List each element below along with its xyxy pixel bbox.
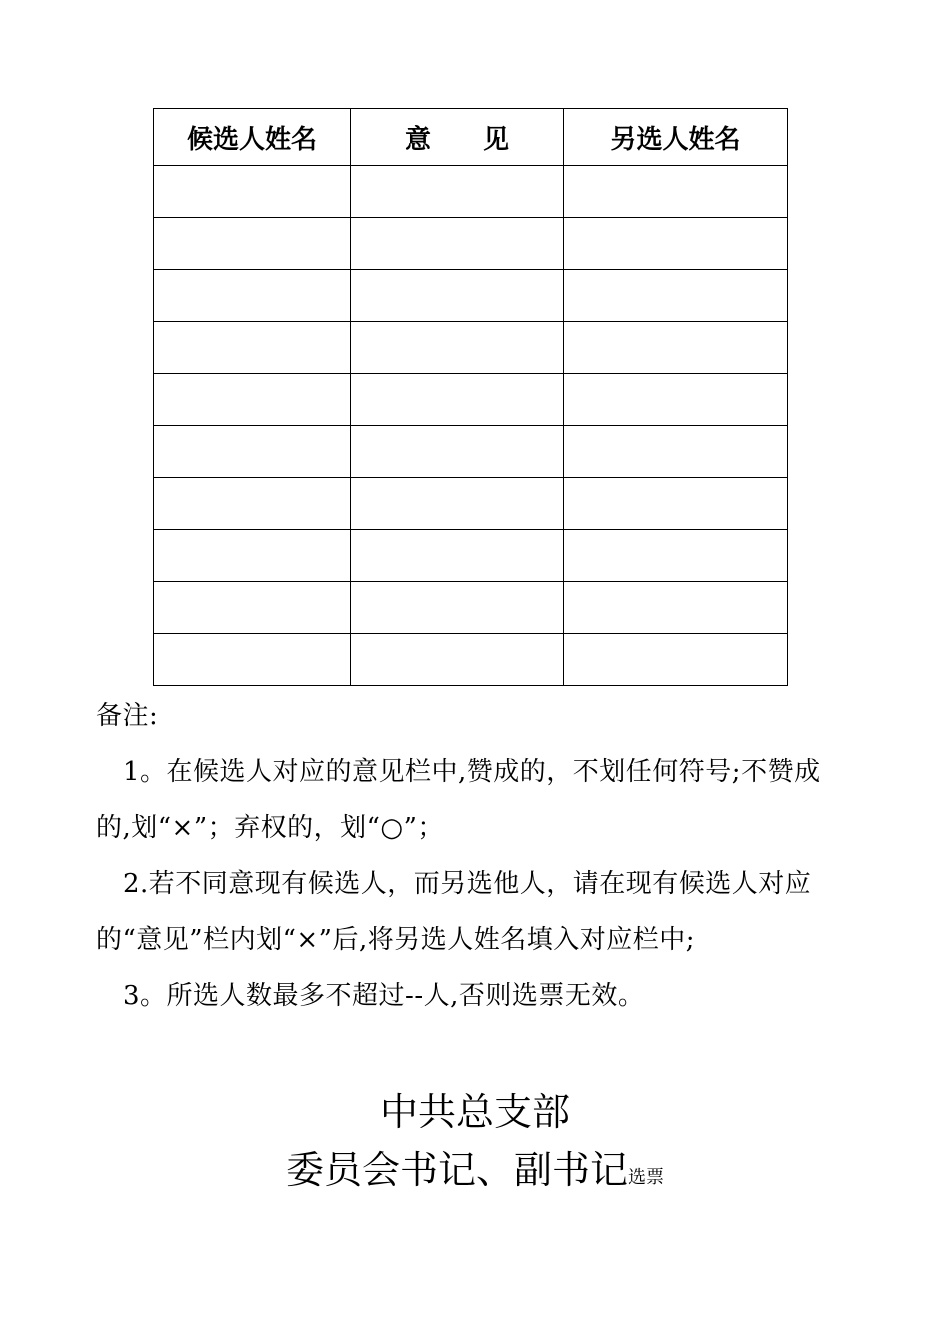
table-row — [154, 478, 788, 530]
cell-candidate-name[interactable] — [154, 582, 351, 634]
table-row — [154, 634, 788, 686]
title-org: 中共总支部 — [379, 1090, 570, 1134]
cell-alternate-name[interactable] — [564, 582, 788, 634]
header-alternate-name: 另选人姓名 — [564, 109, 788, 166]
cell-alternate-name[interactable] — [564, 322, 788, 374]
header-candidate-name: 候选人姓名 — [154, 109, 351, 166]
cell-alternate-name[interactable] — [564, 634, 788, 686]
ballot-title-line1 — [0, 1084, 950, 1140]
table-row — [154, 530, 788, 582]
cell-candidate-name[interactable] — [154, 166, 351, 218]
ballot-title-line2 — [0, 1142, 950, 1206]
header-opinion: 意 见 — [351, 109, 564, 166]
table-header-row — [154, 109, 788, 166]
cell-opinion[interactable] — [351, 478, 564, 530]
table-row — [154, 218, 788, 270]
cell-opinion[interactable] — [351, 634, 564, 686]
cell-candidate-name[interactable] — [154, 634, 351, 686]
cell-opinion[interactable] — [351, 426, 564, 478]
cell-opinion[interactable] — [351, 582, 564, 634]
cell-candidate-name[interactable] — [154, 530, 351, 582]
title-positions: 委员会书记、副书记 — [285, 1148, 628, 1192]
cell-alternate-name[interactable] — [564, 270, 788, 322]
cell-opinion[interactable] — [351, 374, 564, 426]
notes-heading: 备注: — [96, 701, 159, 731]
note-item-1: 1。在候选人对应的意见栏中,赞成的，不划任何符号;不赞成的,划“×”；弃权的，划“○”； — [96, 757, 821, 843]
ballot-table — [153, 108, 788, 686]
cell-candidate-name[interactable] — [154, 374, 351, 426]
table-row — [154, 166, 788, 218]
cell-alternate-name[interactable] — [564, 166, 788, 218]
table-body — [154, 166, 788, 686]
cell-opinion[interactable] — [351, 218, 564, 270]
notes-section — [96, 688, 852, 1024]
cell-candidate-name[interactable] — [154, 218, 351, 270]
table-row — [154, 426, 788, 478]
note-item-2: 2.若不同意现有候选人，而另选他人，请在现有候选人对应的“意见”栏内划“×”后,将另选人姓名填入对应栏中; — [96, 869, 812, 955]
table-row — [154, 582, 788, 634]
table-row — [154, 374, 788, 426]
note-item-3: 3。所选人数最多不超过--人,否则选票无效。 — [123, 981, 645, 1011]
cell-candidate-name[interactable] — [154, 426, 351, 478]
cell-candidate-name[interactable] — [154, 478, 351, 530]
cell-candidate-name[interactable] — [154, 322, 351, 374]
title-suffix: 选票 — [628, 1167, 664, 1188]
cell-alternate-name[interactable] — [564, 426, 788, 478]
cell-opinion[interactable] — [351, 270, 564, 322]
cell-candidate-name[interactable] — [154, 270, 351, 322]
cell-alternate-name[interactable] — [564, 374, 788, 426]
cell-opinion[interactable] — [351, 166, 564, 218]
cell-opinion[interactable] — [351, 322, 564, 374]
cell-alternate-name[interactable] — [564, 218, 788, 270]
cell-alternate-name[interactable] — [564, 530, 788, 582]
table-row — [154, 322, 788, 374]
cell-alternate-name[interactable] — [564, 478, 788, 530]
table-row — [154, 270, 788, 322]
cell-opinion[interactable] — [351, 530, 564, 582]
